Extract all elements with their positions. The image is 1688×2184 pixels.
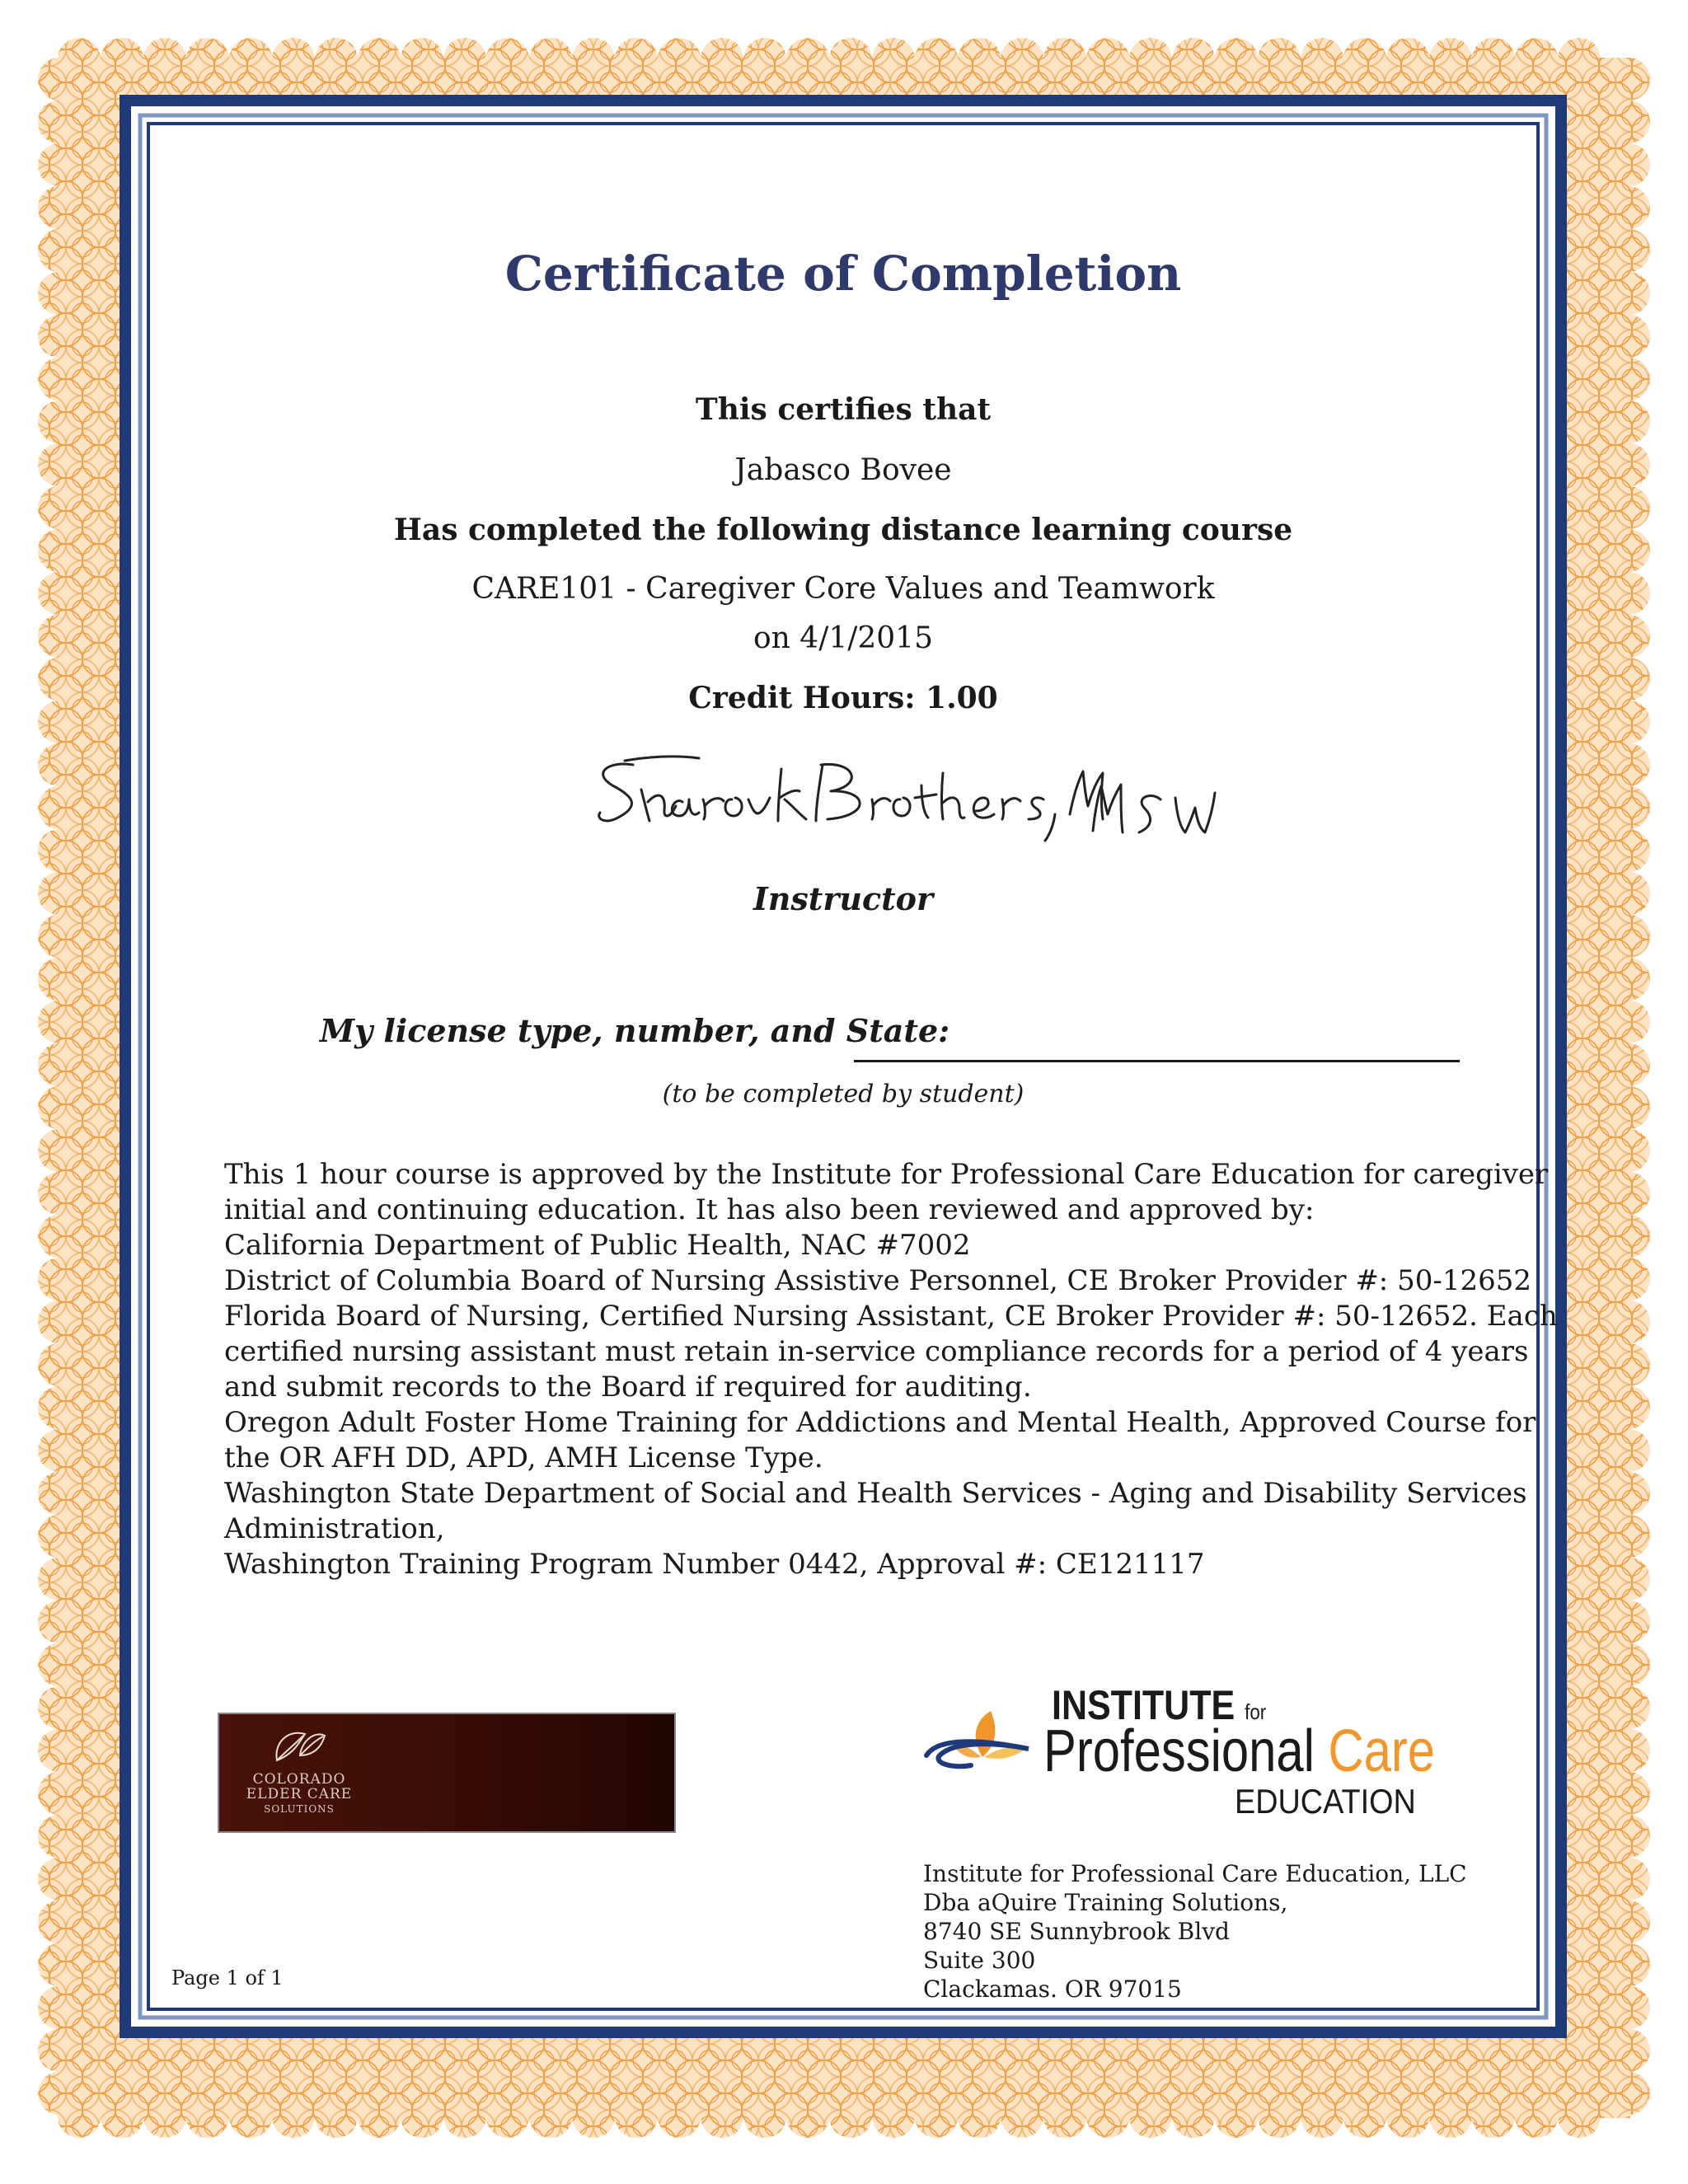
approval-line: Administration,	[224, 1512, 445, 1545]
ipce-for: for	[1245, 1699, 1267, 1724]
colorado-leaf-icon	[270, 1722, 328, 1769]
address-line: 8740 SE Sunnybrook Blvd	[923, 1918, 1230, 1945]
approval-line: Florida Board of Nursing, Certified Nursing Assistant, CE Broker Provider #: 50-12652. Each	[224, 1300, 1558, 1333]
ipce-institute: INSTITUTE	[1052, 1682, 1236, 1728]
butterfly-swoosh-icon	[921, 1706, 1045, 1780]
completion-date: on 4/1/2015	[753, 621, 933, 655]
instructor-signature	[584, 740, 1111, 847]
approval-line: certified nursing assistant must retain in-service compliance records for a period of 4 years	[224, 1335, 1529, 1368]
page-number: Page 1 of 1	[171, 1966, 284, 1990]
approval-text	[224, 1157, 1558, 1582]
approval-line: California Department of Public Health, NAC #7002	[224, 1229, 971, 1262]
ipce-education: EDUCATION	[1235, 1782, 1416, 1821]
license-note: (to be completed by student)	[662, 1080, 1025, 1108]
ipce-care: Care	[1328, 1718, 1436, 1784]
approval-line: Oregon Adult Foster Home Training for Addictions and Mental Health, Approved Course for	[224, 1406, 1536, 1439]
address-line: Clackamas. OR 97015	[923, 1975, 1182, 2003]
license-label: My license type, number, and State:	[320, 1012, 950, 1049]
approval-line: initial and continuing education. It has also been reviewed and approved by:	[224, 1193, 1315, 1226]
approval-line: This 1 hour course is approved by the Institute for Professional Care Education for caregiver	[224, 1158, 1549, 1191]
approval-line: Washington State Department of Social and Health Services - Aging and Disability Services	[224, 1477, 1527, 1510]
license-input-line[interactable]	[854, 1060, 1460, 1062]
certificate-title: Certificate of Completion	[504, 246, 1182, 302]
ipce-professional: Professional	[1043, 1718, 1315, 1784]
recipient-name: Jabasco Bovee	[734, 453, 952, 487]
address-line: Institute for Professional Care Education, LLC	[923, 1860, 1467, 1887]
institute-address	[923, 1859, 1467, 2004]
colorado-logo-line: COLORADO	[252, 1771, 346, 1788]
certifies-text: This certifies that	[695, 392, 992, 427]
address-line: Dba aQuire Training Solutions,	[923, 1889, 1288, 1916]
approval-line: and submit records to the Board if required for auditing.	[224, 1371, 1032, 1404]
certificate-body	[155, 130, 1558, 2003]
colorado-logo-line: ELDER CARE	[246, 1786, 353, 1802]
approval-line: the OR AFH DD, APD, AMH License Type.	[224, 1441, 823, 1474]
ipce-logo	[921, 1681, 1482, 1821]
address-line: Suite 300	[923, 1947, 1036, 1974]
completed-text: Has completed the following distance learning course	[393, 513, 1293, 547]
approval-line: District of Columbia Board of Nursing Assistive Personnel, CE Broker Provider #: 50-12652	[224, 1264, 1531, 1297]
approval-line: Washington Training Program Number 0442, Approval #: CE121117	[224, 1548, 1205, 1581]
course-name: CARE101 - Caregiver Core Values and Teamwork	[471, 572, 1215, 606]
credit-hours: Credit Hours: 1.00	[688, 681, 998, 715]
colorado-logo-line: SOLUTIONS	[264, 1803, 335, 1815]
colorado-elder-care-logo	[218, 1713, 676, 1833]
instructor-label: Instructor	[753, 880, 934, 917]
signature-credential	[1085, 757, 1266, 855]
